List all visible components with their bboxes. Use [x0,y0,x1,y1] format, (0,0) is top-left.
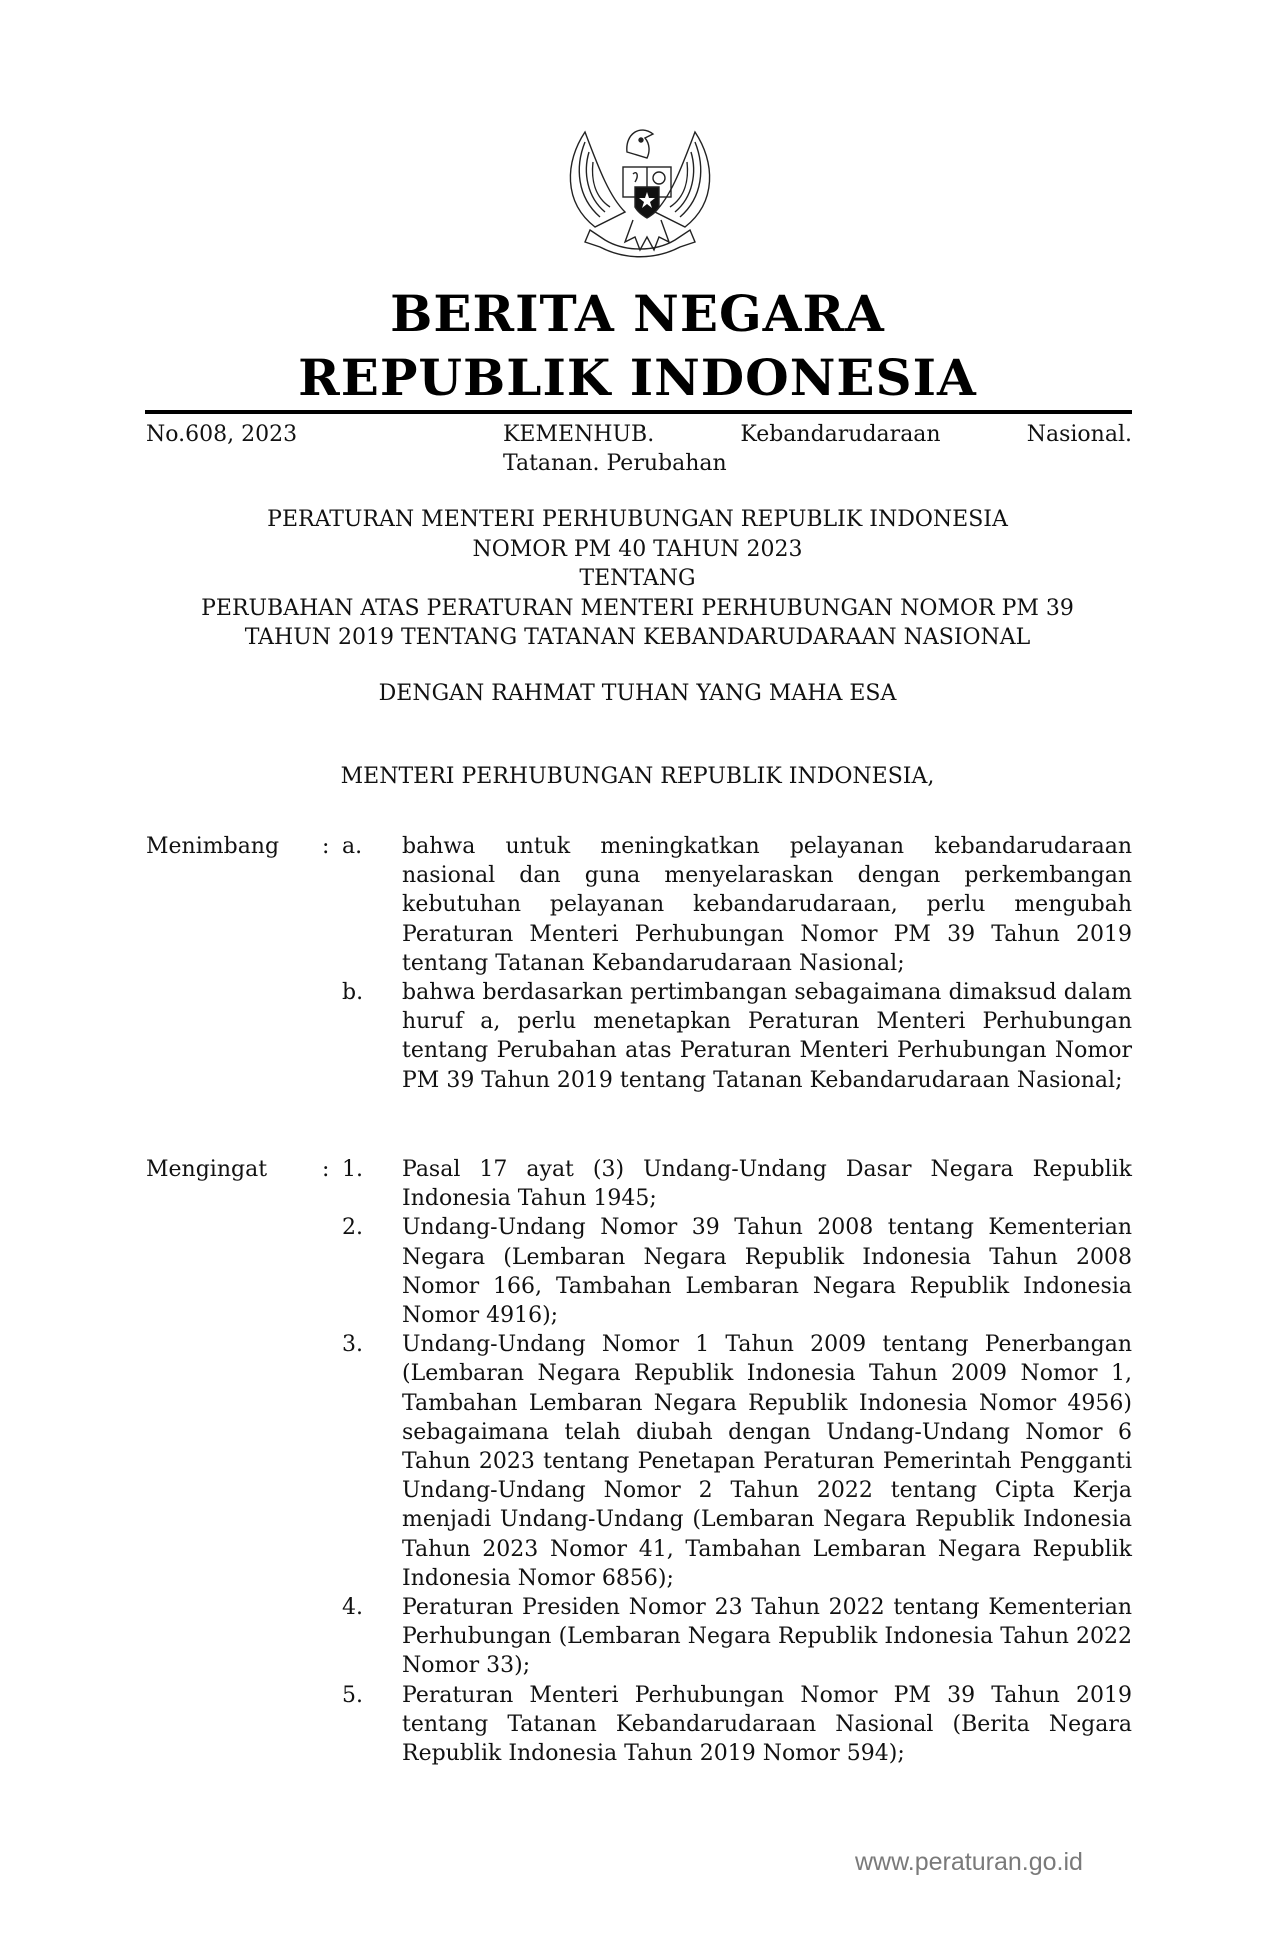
mengingat-section [146,1155,1132,1768]
list-item [342,1330,1132,1593]
footer-website-link[interactable]: www.peraturan.go.id [855,1848,1083,1876]
menimbang-section [146,832,1132,1095]
topic-line2: Tatanan. Perubahan [503,451,727,476]
item-text: Undang-Undang Nomor 39 Tahun 2008 tentang Kementerian Negara (Lembaran Negara Republik Indonesia Tahun 2008 Nomor 166, Tambahan Lembaran Negara Republik Indonesia Nomor 4916); [402,1215,1132,1329]
item-text: Pasal 17 ayat (3) Undang-Undang Dasar Negara Republik Indonesia Tahun 1945; [402,1157,1132,1212]
item-number: 5. [342,1682,363,1708]
regulation-title [0,505,1275,653]
masthead-title-line1: BERITA NEGARA [390,284,885,343]
title-line: TAHUN 2019 TENTANG TATANAN KEBANDARUDARAAN NASIONAL [244,625,1031,650]
list-item [342,1681,1132,1769]
item-number: 1. [342,1157,363,1182]
title-line: TENTANG [579,566,696,591]
section-colon: : [322,834,330,859]
section-label: Mengingat [146,1157,268,1182]
item-text: bahwa untuk meningkatkan pelayanan kebandarudaraan nasional dan guna menyelaraskan dengan perkembangan kebutuhan pelayanan kebandarudaraan, perlu mengubah Peraturan Menteri Perhubungan Nomor PM 39 Tahun 2019 tentang Tatanan Kebandarudaraan Nasional; [402,834,1132,976]
title-line: PERUBAHAN ATAS PERATURAN MENTERI PERHUBUNGAN NOMOR PM 39 [201,595,1074,621]
item-text: bahwa berdasarkan pertimbangan sebagaimana dimaksud dalam huruf a, perlu menetapkan Peraturan Menteri Perhubungan tentang Perubahan atas Peraturan Menteri Perhubungan Nomor PM 39 Tahun 2019 tentang Tatanan Kebandarudaraan Nasional; [402,980,1132,1093]
section-colon: : [322,1157,330,1182]
item-number: a. [342,834,363,859]
item-text: Peraturan Menteri Perhubungan Nomor PM 39 Tahun 2019 tentang Tatanan Kebandarudaraan Nasional (Berita Negara Republik Indonesia Tahun 2019 Nomor 594); [402,1682,1132,1767]
invocation: DENGAN RAHMAT TUHAN YANG MAHA ESA [378,681,897,706]
item-text: Undang-Undang Nomor 1 Tahun 2009 tentang Penerbangan (Lembaran Negara Republik Indonesia Tahun 2009 Nomor 1, Tambahan Lembaran Negara Republik Indonesia Nomor 4956) sebagaimana telah diubah dengan Undang-Undang Nomor 6 Tahun 2023 tentang Penetapan Peraturan Pemerintah Pengganti Undang-Undang Nomor 2 Tahun 2022 tentang Cipta Kerja menjadi Undang-Undang (Lembaran Negara Republik Indonesia Tahun 2023 Nomor 41, Tambahan Lembaran Negara Republik Indonesia Nomor 6856); [402,1332,1132,1591]
topic-word: KEMENHUB. [503,422,655,447]
authority: MENTERI PERHUBUNGAN REPUBLIK INDONESIA, [340,764,935,789]
title-line: PERATURAN MENTERI PERHUBUNGAN REPUBLIK INDONESIA [267,507,1008,532]
item-text: Peraturan Presiden Nomor 23 Tahun 2022 tentang Kementerian Perhubungan (Lembaran Negara Republik Indonesia Tahun 2022 Nomor 33); [402,1595,1132,1679]
list-item [342,1155,1132,1213]
item-number: 3. [342,1332,363,1358]
masthead-divider [145,410,1132,414]
gazette-topic [503,420,1132,478]
title-line: NOMOR PM 40 TAHUN 2023 [472,536,803,562]
item-number: b. [342,980,364,1006]
section-label: Menimbang [146,834,280,859]
masthead-title-line2: REPUBLIK INDONESIA [298,348,977,407]
list-item [342,1213,1132,1330]
list-item [342,978,1132,1095]
topic-word: Nasional. [1026,422,1132,447]
list-item [342,1593,1132,1681]
list-item [342,832,1132,978]
topic-word: Kebandarudaraan [740,422,941,447]
item-number: 4. [342,1595,363,1621]
garuda-emblem-icon [555,112,725,272]
gazette-number: No.608, 2023 [146,422,298,447]
item-number: 2. [342,1215,363,1241]
